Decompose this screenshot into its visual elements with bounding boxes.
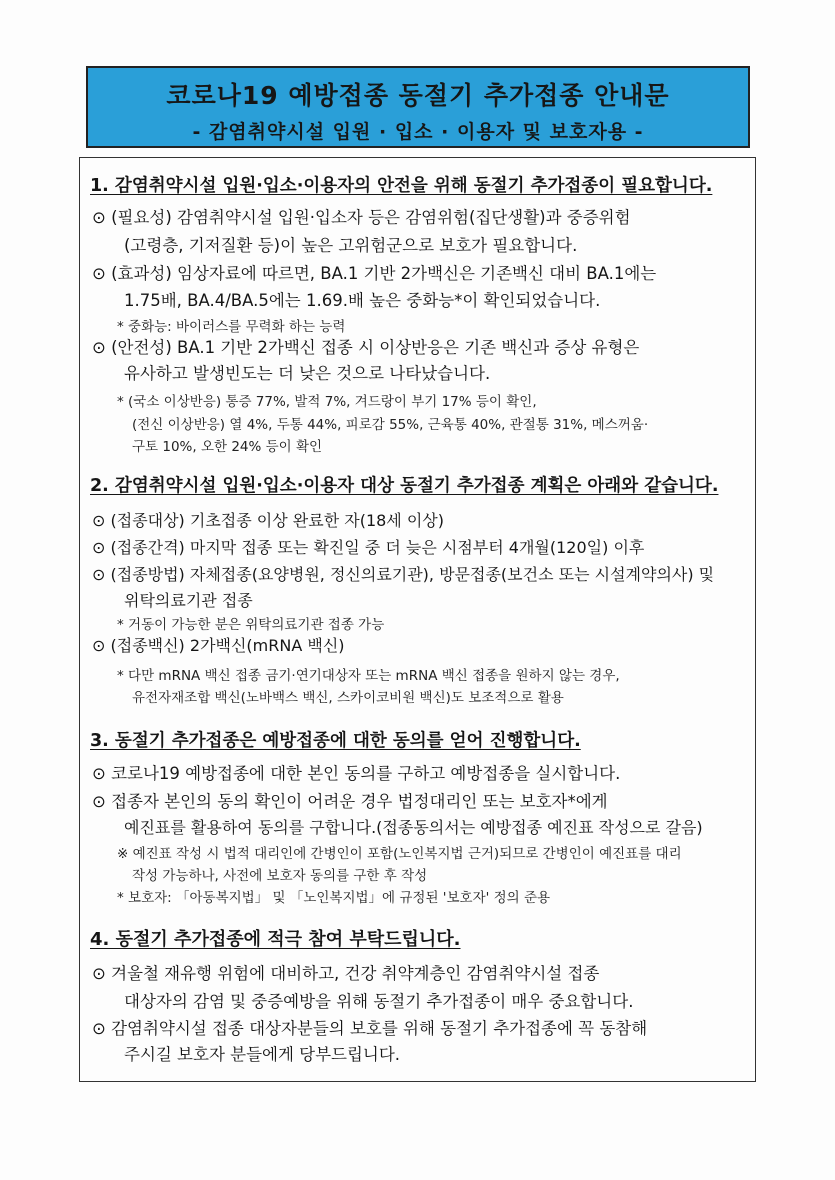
s2-note-mrna-2: 유전자재조합 백신(노바백스 백신, 스카이코비원 백신)도 보조적으로 활용 (132, 690, 564, 706)
s2-note-mobility: * 거동이 가능한 분은 위탁의료기관 접종 가능 (117, 617, 385, 633)
s4-line-2: 대상자의 감염 및 중증예방을 위해 동절기 추가접종이 매우 중요합니다. (124, 992, 634, 1011)
page-title: 코로나19 예방접종 동절기 추가접종 안내문 (166, 81, 670, 110)
s1-note-adverse-3: 구토 10%, 오한 24% 등이 확인 (132, 439, 323, 455)
s3-consent-line-3: 예진표를 활용하여 동의를 구합니다.(접종동의서는 예방접종 예진표 작성으로 갈음) (124, 818, 703, 837)
s4-line-3: ⊙ 감염취약시설 접종 대상자분들의 보호를 위해 동절기 추가접종에 꼭 동참해 (92, 1019, 648, 1038)
s2-method-line-1: ⊙ (접종방법) 자체접종(요양병원, 정신의료기관), 방문접종(보건소 또는 시설계약의사) 및 (92, 565, 715, 584)
s2-interval-line: ⊙ (접종간격) 마지막 접종 또는 확진일 중 더 늦은 시점부터 4개월(120일) 이후 (92, 538, 645, 557)
s2-target-line: ⊙ (접종대상) 기초접종 이상 완료한 자(18세 이상) (92, 511, 445, 530)
section-3-heading: 3. 동절기 추가접종은 예방접종에 대한 동의를 얻어 진행합니다. (90, 731, 581, 751)
s4-line-4: 주시길 보호자 분들에게 당부드립니다. (124, 1045, 401, 1064)
s3-note-caregiver-1: ※ 예진표 작성 시 법적 대리인에 간병인이 포함(노인복지법 근거)되므로 간병인이 예진표를 대리 (117, 846, 682, 862)
s3-note-caregiver-2: 작성 가능하나, 사전에 보호자 동의를 구한 후 작성 (132, 868, 428, 884)
s2-method-line-2: 위탁의료기관 접종 (124, 591, 253, 610)
s3-note-guardian: * 보호자: 「아동복지법」 및 「노인복지법」에 규정된 '보호자' 정의 준용 (117, 890, 551, 906)
s1-safety-line-2: 유사하고 발생빈도는 더 낮은 것으로 나타났습니다. (124, 364, 491, 383)
section-4-heading: 4. 동절기 추가접종에 적극 참여 부탁드립니다. (90, 929, 461, 950)
s1-note-neutralizing: * 중화능: 바이러스를 무력화 하는 능력 (117, 319, 346, 335)
s2-note-mrna-1: * 다만 mRNA 백신 접종 금기·연기대상자 또는 mRNA 백신 접종을 원하지 않는 경우, (117, 668, 620, 684)
s4-line-1: ⊙ 겨울철 재유행 위험에 대비하고, 건강 취약계층인 감염취약시설 접종 (92, 964, 600, 983)
s1-safety-line-1: ⊙ (안전성) BA.1 기반 2가백신 접종 시 이상반응은 기존 백신과 증상 유형은 (92, 338, 640, 357)
s1-efficacy-line-1: ⊙ (효과성) 임상자료에 따르면, BA.1 기반 2가백신은 기존백신 대비 BA.1에는 (92, 264, 657, 283)
s1-note-adverse-1: * (국소 이상반응) 통증 77%, 발적 7%, 겨드랑이 부기 17% 등이 확인, (117, 394, 537, 410)
s1-note-adverse-2: (전신 이상반응) 열 4%, 두통 44%, 피로감 55%, 근육통 40%, 관절통 31%, 메스꺼움· (132, 417, 649, 433)
s2-vaccine-line: ⊙ (접종백신) 2가백신(mRNA 백신) (92, 636, 345, 655)
section-2-heading: 2. 감염취약시설 입원·입소·이용자 대상 동절기 추가접종 계획은 아래와 같습니다. (90, 476, 719, 496)
section-1-heading: 1. 감염취약시설 입원·입소·이용자의 안전을 위해 동절기 추가접종이 필요합니다. (90, 176, 713, 196)
s3-consent-line-2: ⊙ 접종자 본인의 동의 확인이 어려운 경우 법정대리인 또는 보호자*에게 (92, 792, 608, 811)
s3-consent-line-1: ⊙ 코로나19 예방접종에 대한 본인 동의를 구하고 예방접종을 실시합니다. (92, 764, 621, 783)
page-subtitle: - 감염취약시설 입원 · 입소 · 이용자 및 보호자용 - (192, 121, 644, 143)
s1-necessity-line-2: (고령층, 기저질환 등)이 높은 고위험군으로 보호가 필요합니다. (124, 236, 578, 255)
s1-efficacy-line-2: 1.75배, BA.4/BA.5에는 1.69.배 높은 중화능*이 확인되었습니다. (124, 291, 601, 310)
s1-necessity-line-1: ⊙ (필요성) 감염취약시설 입원·입소자 등은 감염위험(집단생활)과 중증위험 (92, 208, 631, 227)
title-banner (86, 66, 750, 148)
